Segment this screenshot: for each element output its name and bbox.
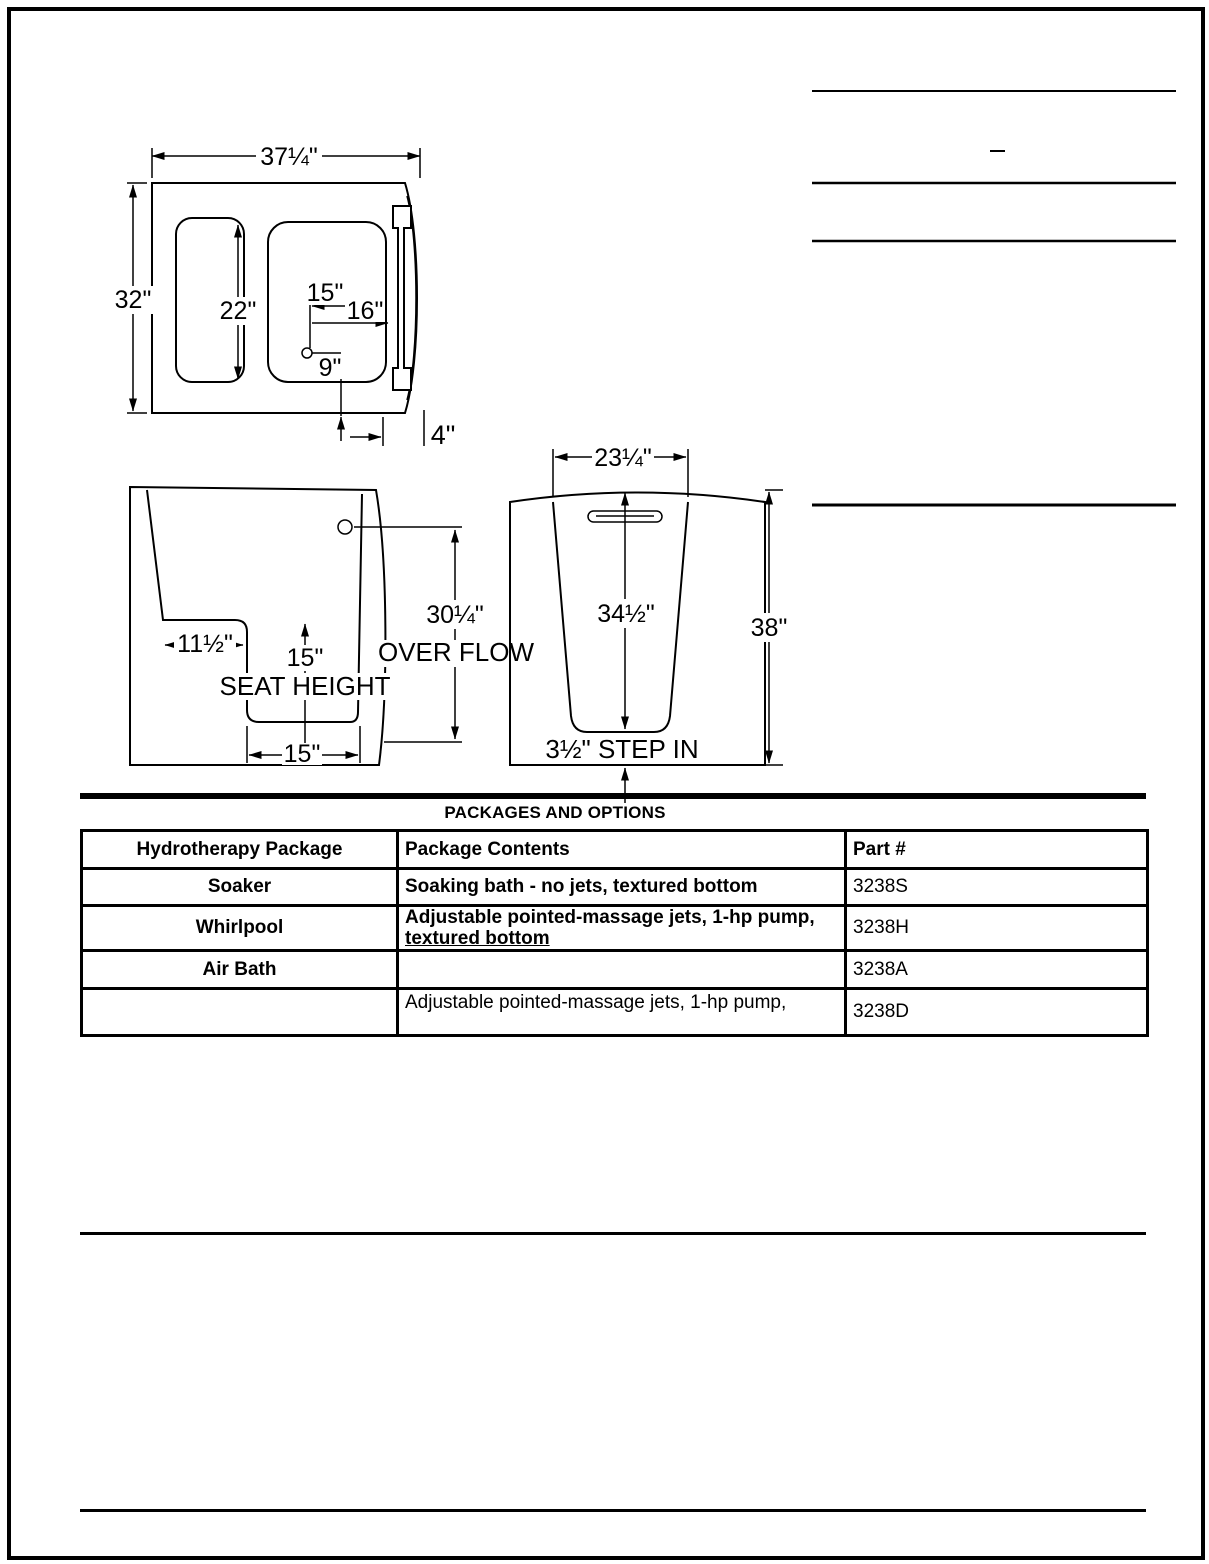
overflow-circle (338, 520, 352, 534)
header-hydrotherapy-package: Hydrotherapy Package (82, 831, 398, 869)
side-overflow-height-label: 30¼" (426, 601, 484, 629)
top-view-9-label: 9" (318, 354, 342, 382)
table-row-whirlpool (82, 906, 1148, 951)
part-number: 3238D (846, 989, 1148, 1036)
form-lines (812, 91, 1176, 505)
top-view-depth-label: 32" (114, 286, 152, 314)
top-view-drawing (110, 141, 455, 450)
top-view-width-label: 37¼" (260, 143, 318, 171)
package-name (82, 989, 398, 1036)
part-number: 3238S (846, 869, 1148, 906)
top-view-15-label: 15" (306, 279, 344, 307)
top-view-4-label: 4" (430, 420, 456, 450)
grab-handle (393, 206, 411, 390)
header-package-contents: Package Contents (398, 831, 846, 869)
divider-mid (80, 1232, 1146, 1235)
front-outline (510, 493, 765, 766)
package-name: Whirlpool (82, 906, 398, 951)
table-row-4 (82, 989, 1148, 1036)
front-view-labels (544, 443, 792, 764)
side-overflow-text: OVER FLOW (377, 637, 535, 667)
top-view-16-label: 16" (346, 297, 384, 325)
side-view-drawing (130, 487, 534, 768)
side-seat-height-text: SEAT HEIGHT (219, 671, 391, 701)
part-number: 3238A (846, 951, 1148, 989)
table-row-air-bath (82, 951, 1148, 989)
front-width-label: 23¼" (594, 444, 652, 472)
front-overall-height-label: 38" (750, 614, 788, 642)
header-part-number: Part # (846, 831, 1148, 869)
part-number: 3238H (846, 906, 1148, 951)
front-view-drawing (510, 443, 792, 803)
section-divider-bar (80, 793, 1146, 799)
drain-circle (302, 348, 312, 358)
divider-bottom (80, 1509, 1146, 1512)
table-header-row (82, 831, 1148, 869)
contents-line-2: textured bottom (405, 928, 550, 949)
contents-line-1: Adjustable pointed-massage jets, 1-hp pump, (405, 907, 815, 928)
front-inner-height-label: 34½" (597, 600, 655, 628)
packages-table (80, 829, 1149, 1037)
side-floor-length-label: 15" (283, 740, 321, 768)
side-outline (130, 487, 385, 765)
package-contents (398, 951, 846, 989)
package-name: Air Bath (82, 951, 398, 989)
package-name: Soaker (82, 869, 398, 906)
package-contents: Adjustable pointed-massage jets, 1-hp pump, (398, 989, 846, 1036)
packages-title: PACKAGES AND OPTIONS (444, 803, 666, 822)
side-seat-depth-label: 11½" (177, 630, 233, 658)
package-contents: Soaking bath - no jets, textured bottom (398, 869, 846, 906)
package-contents (398, 906, 846, 951)
side-seat-height-value: 15" (286, 644, 324, 672)
top-view-seat-width-label: 22" (219, 297, 257, 325)
side-view-labels (174, 600, 534, 768)
front-step-in-label: 3½" STEP IN (545, 734, 699, 764)
table-row-soaker (82, 869, 1148, 906)
